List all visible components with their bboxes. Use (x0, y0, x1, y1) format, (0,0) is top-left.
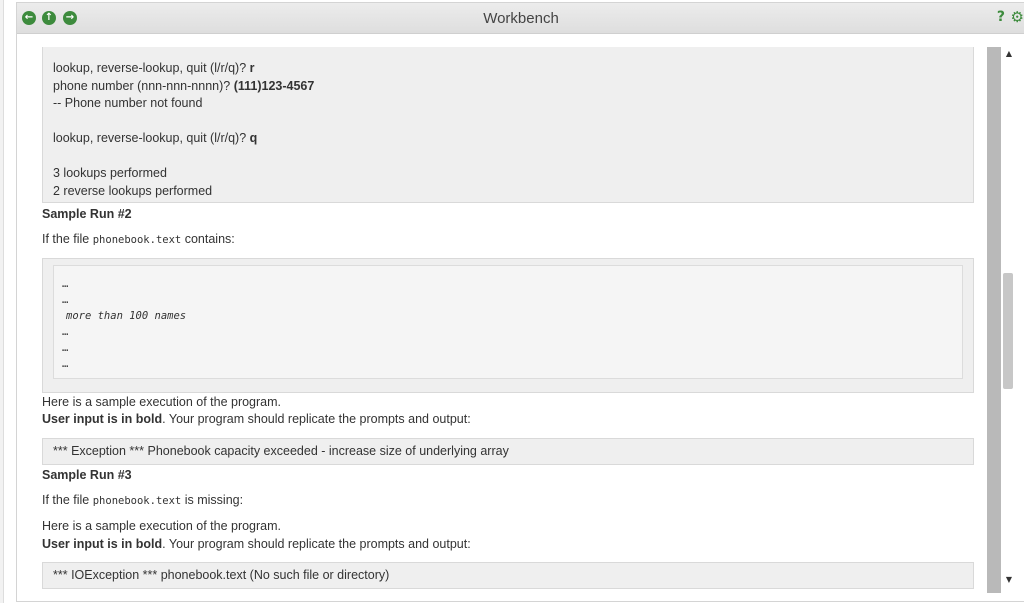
file-line: more than 100 names (66, 309, 187, 322)
output-line: 2 reverse lookups performed (53, 183, 213, 198)
run3-bold-note: User input is in bold. Your program should replicate the prompts and output: (42, 536, 471, 551)
output-line (53, 113, 963, 131)
run2-file-contents (53, 265, 963, 379)
file-line: … (62, 277, 69, 290)
output-line: -- Phone number not found (53, 96, 203, 110)
output-line: phone number (nnn-nnn-nnnn)? (111)123-4567 (53, 78, 315, 93)
left-edge (0, 0, 4, 603)
user-input: q (249, 131, 258, 145)
run2-file-box (42, 258, 974, 393)
run3-heading: Sample Run #3 (42, 467, 132, 482)
output-line: 3 lookups performed (53, 166, 167, 180)
run2-file-intro: If the file phonebook.text contains: (42, 232, 235, 246)
content-area (17, 47, 987, 593)
file-line: … (62, 293, 69, 306)
run3-file-name: phonebook.text (92, 494, 182, 507)
up-arrow-icon[interactable]: ↑ (42, 11, 56, 25)
workbench-window (16, 2, 1024, 602)
run3-output: *** IOException *** phonebook.text (No such file or directory) (53, 568, 390, 582)
run2-heading: Sample Run #2 (42, 207, 132, 221)
run2-output: *** Exception *** Phonebook capacity exceeded - increase size of underlying array (53, 443, 509, 458)
scroll-down-icon[interactable]: ▼ (1005, 575, 1013, 584)
window-title: Workbench (483, 10, 559, 27)
file-line: … (62, 357, 69, 370)
scroll-up-icon[interactable]: ▲ (1005, 49, 1013, 58)
run2-exec-intro: Here is a sample execution of the program. (42, 394, 282, 409)
output-line: lookup, reverse-lookup, quit (l/r/q)? r (53, 61, 255, 75)
scrollbar-thumb[interactable] (1003, 273, 1013, 389)
scroll-track-divider (987, 47, 1001, 593)
run3-output-box (42, 562, 974, 589)
title-bar (17, 3, 1024, 34)
user-input: r (249, 61, 255, 75)
run2-bold-note: User input is in bold. Your program should replicate the prompts and output: (42, 412, 471, 426)
gear-icon[interactable]: ⚙ (1010, 8, 1024, 26)
file-line: … (62, 341, 69, 354)
run3-file-intro: If the file phonebook.text is missing: (42, 492, 244, 507)
run3-exec-intro: Here is a sample execution of the program. (42, 519, 282, 533)
run2-file-name: phonebook.text (92, 234, 182, 246)
user-input: (111)123-4567 (233, 78, 315, 93)
output-line (53, 148, 963, 166)
file-line: … (62, 325, 69, 338)
run2-output-box (42, 438, 974, 465)
help-icon[interactable]: ? (996, 9, 1005, 25)
back-arrow-icon[interactable]: ← (22, 11, 36, 25)
output-line: lookup, reverse-lookup, quit (l/r/q)? q (53, 131, 258, 145)
forward-arrow-icon[interactable]: → (63, 11, 77, 25)
run1-output-box (42, 47, 974, 203)
